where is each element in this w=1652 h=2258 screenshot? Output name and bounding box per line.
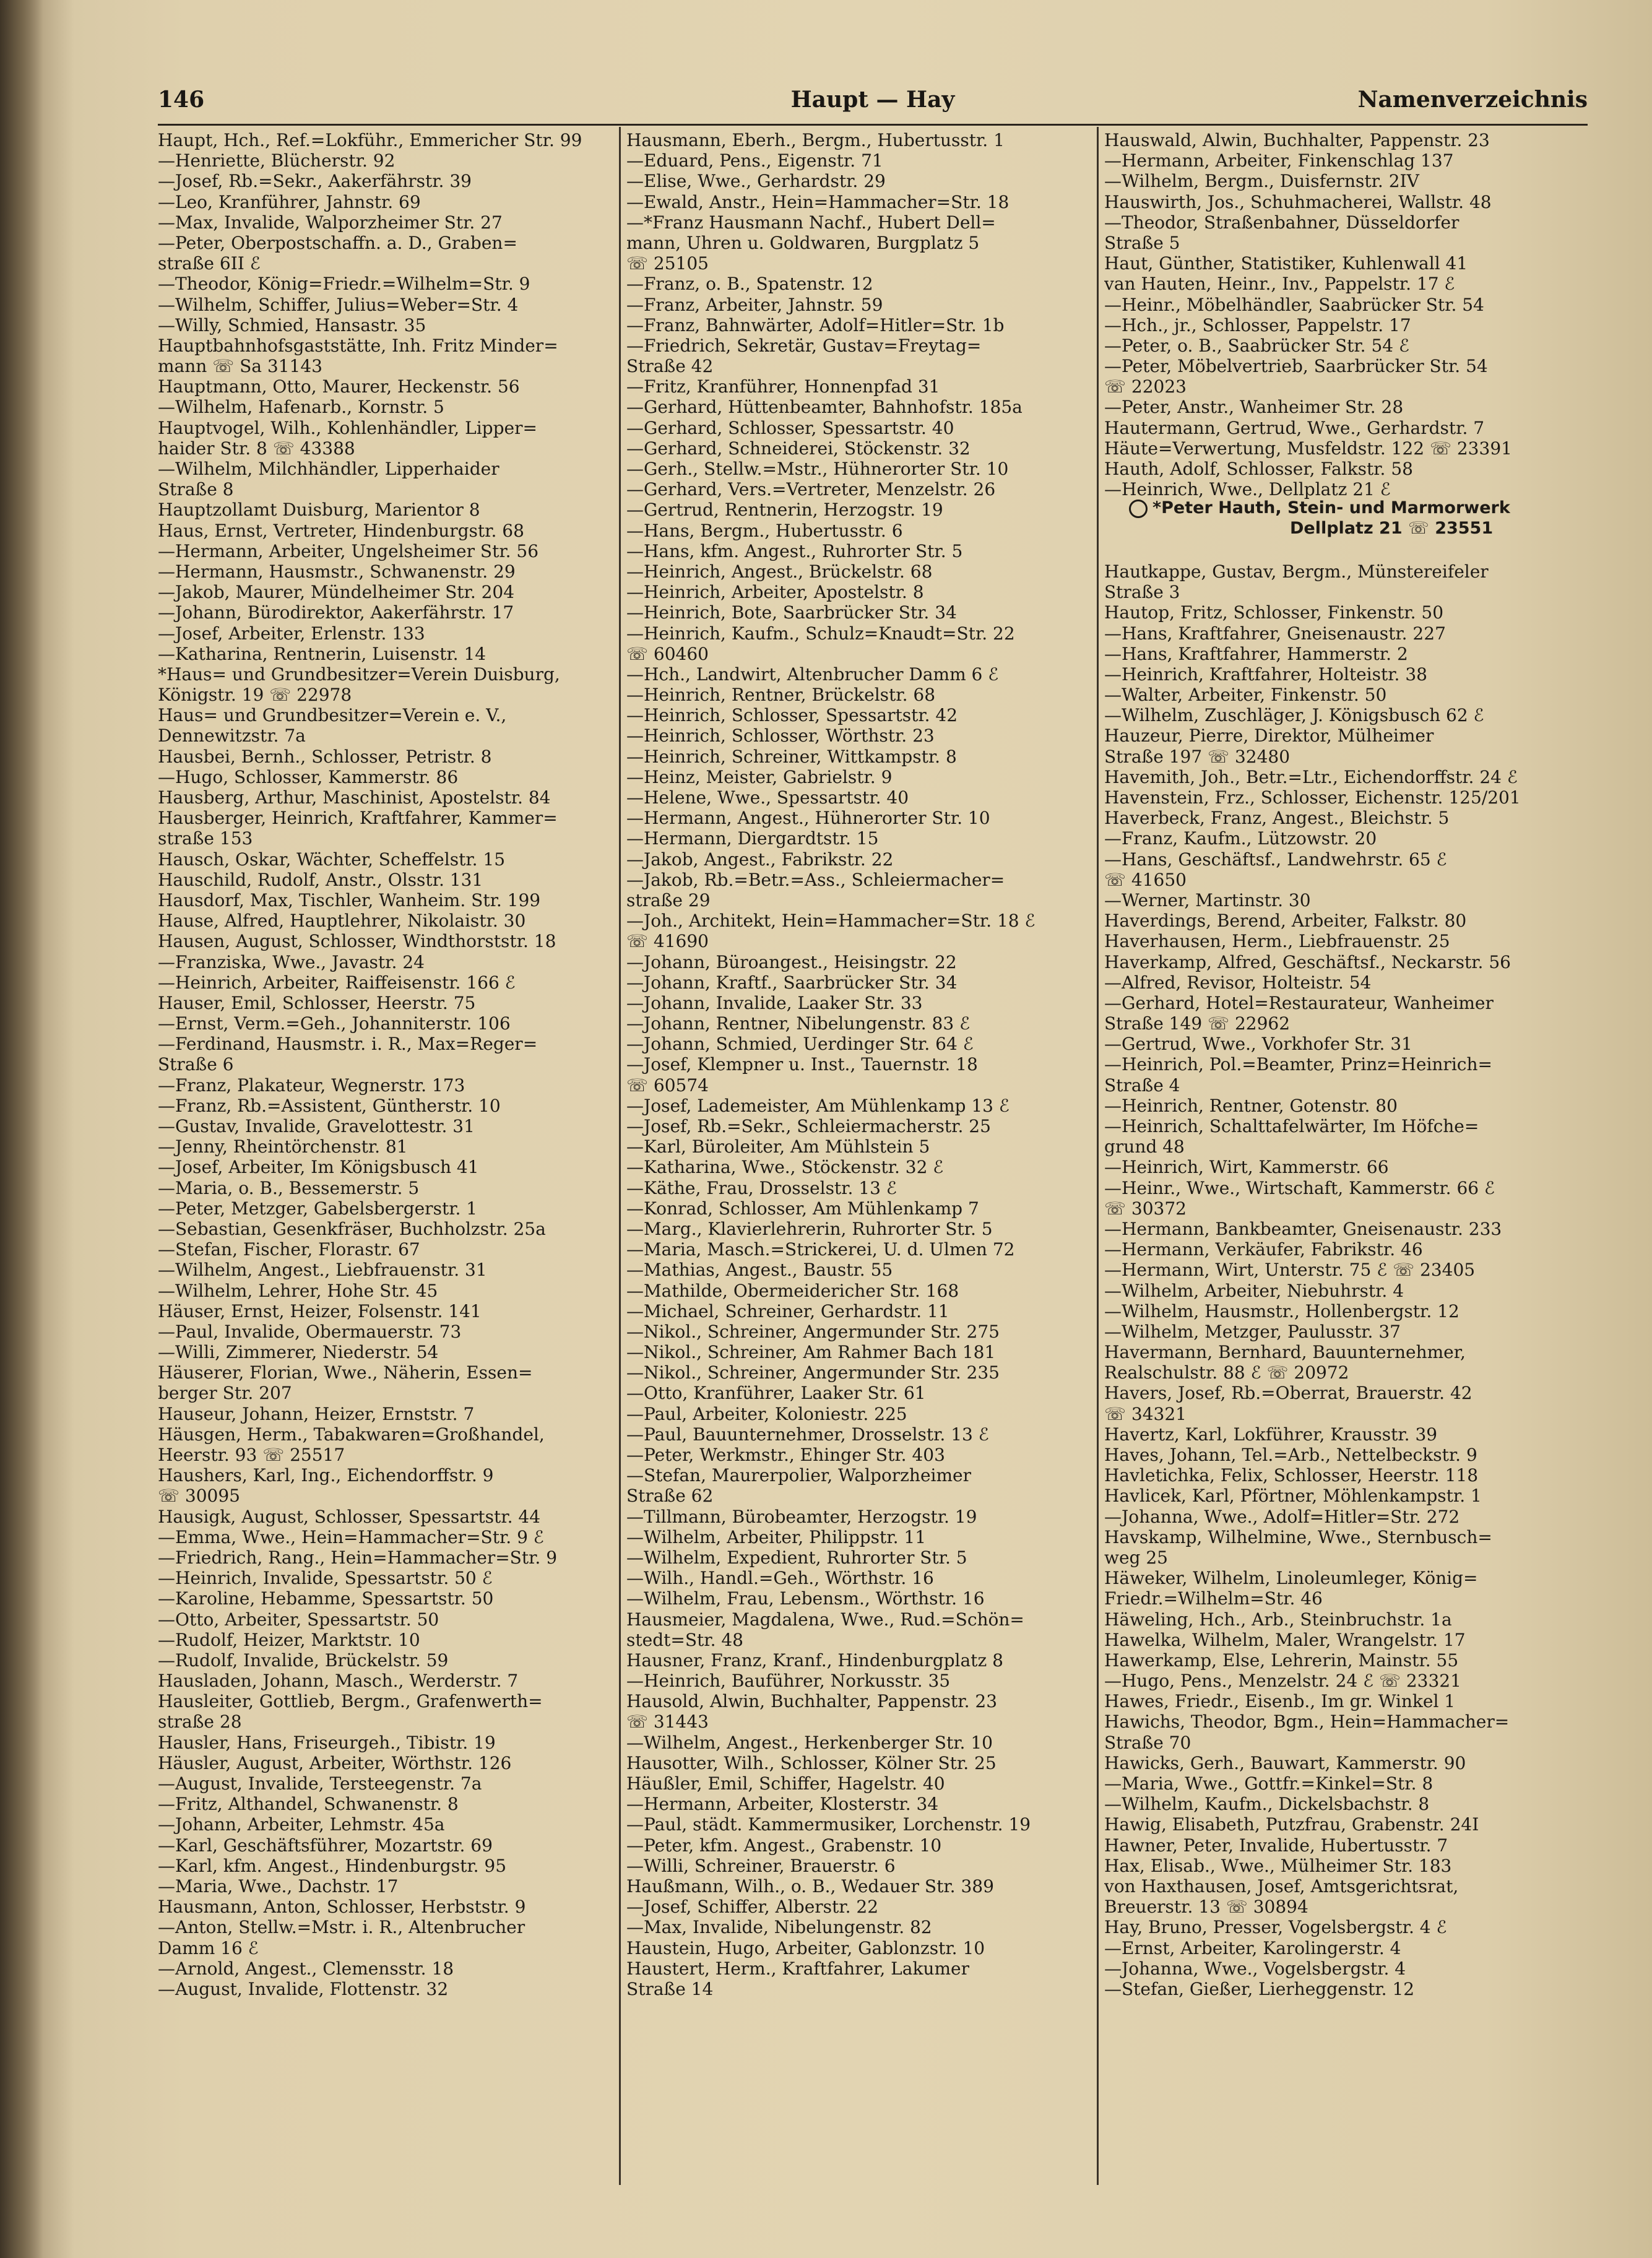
ad-line-2: Dellplatz 21 ☏ 23551 — [1290, 519, 1494, 539]
directory-entry-line: Hauseur, Johann, Heizer, Ernststr. 7 — [158, 1403, 475, 1424]
directory-entry-line: —Elise, Wwe., Gerhardstr. 29 — [626, 171, 886, 192]
directory-entry-line: —Mathias, Angest., Baustr. 55 — [626, 1260, 893, 1281]
directory-entry-line: —Hermann, Verkäufer, Fabrikstr. 46 — [1104, 1239, 1423, 1260]
directory-entry-line: Hausold, Alwin, Buchhalter, Pappenstr. 23 — [626, 1691, 998, 1712]
directory-entry-line: straße 29 — [626, 889, 711, 911]
directory-entry-line: —Hermann, Hausmstr., Schwanenstr. 29 — [158, 561, 516, 582]
directory-entry-line: Haus= und Grundbesitzer=Verein e. V., — [158, 705, 507, 726]
directory-entry-line: ☏ 25105 — [626, 253, 709, 274]
directory-entry-line: —Hans, Bergm., Hubertusstr. 6 — [626, 520, 903, 541]
directory-entry-line: —Johann, Schmied, Uerdinger Str. 64 ℰ — [626, 1034, 974, 1055]
directory-entry-line: Hausler, Hans, Friseurgeh., Tibistr. 19 — [158, 1732, 496, 1753]
directory-entry-line: Hauser, Emil, Schlosser, Heerstr. 75 — [158, 992, 476, 1013]
directory-entry-line: —Wilhelm, Kaufm., Dickelsbachstr. 8 — [1104, 1794, 1430, 1815]
directory-entry-line: Straße 5 — [1104, 232, 1180, 253]
directory-entry-line: —Josef, Klempner u. Inst., Tauernstr. 18 — [626, 1054, 978, 1075]
directory-entry-line: —Willy, Schmied, Hansastr. 35 — [158, 314, 426, 335]
directory-entry-line: —Rudolf, Invalide, Brückelstr. 59 — [158, 1650, 449, 1671]
directory-entry-line: —Rudolf, Heizer, Marktstr. 10 — [158, 1629, 420, 1650]
directory-entry-line: —Heinrich, Bote, Saarbrücker Str. 34 — [626, 602, 957, 623]
directory-entry-line: —Jenny, Rheintörchenstr. 81 — [158, 1136, 408, 1157]
directory-entry-line: —Gustav, Invalide, Gravelottestr. 31 — [158, 1116, 475, 1136]
directory-column-1 — [158, 130, 619, 2185]
directory-entry-line: Haushers, Karl, Ing., Eichendorffstr. 9 — [158, 1465, 494, 1486]
directory-entry-line: weg 25 — [1104, 1547, 1168, 1568]
directory-entry-line: —Stefan, Fischer, Florastr. 67 — [158, 1239, 420, 1260]
directory-entry-line: —Walter, Arbeiter, Finkenstr. 50 — [1104, 685, 1387, 706]
directory-entry-line: Realschulstr. 88 ℰ ☏ 20972 — [1104, 1362, 1349, 1383]
directory-entry-line: Hausdorf, Max, Tischler, Wanheim. Str. 199 — [158, 889, 541, 911]
directory-entry-line: —Peter, Möbelvertrieb, Saarbrücker Str. 54 — [1104, 356, 1488, 377]
directory-entry-line: —Katharina, Wwe., Stöckenstr. 32 ℰ — [626, 1157, 944, 1178]
directory-entry-line: —Peter, kfm. Angest., Grabenstr. 10 — [626, 1835, 942, 1856]
directory-entry-line: —Nikol., Schreiner, Angermunder Str. 235 — [626, 1362, 1000, 1383]
directory-entry-line: Havenstein, Frz., Schlosser, Eichenstr. 125/201 — [1104, 787, 1521, 808]
directory-entry-line: —Katharina, Rentnerin, Luisenstr. 14 — [158, 643, 487, 664]
column-divider — [1097, 127, 1099, 2185]
directory-entry-line: Hax, Elisab., Wwe., Mülheimer Str. 183 — [1104, 1855, 1452, 1876]
directory-entry-line: —Franz, Rb.=Assistent, Güntherstr. 10 — [158, 1095, 501, 1116]
directory-entry-line: Haustert, Herm., Kraftfahrer, Lakumer — [626, 1958, 969, 1979]
directory-entry-line: —Gertrud, Wwe., Vorkhofer Str. 31 — [1104, 1034, 1412, 1055]
directory-entry-line: —Hermann, Arbeiter, Finkenschlag 137 — [1104, 150, 1454, 171]
directory-entry-line: Hausberger, Heinrich, Kraftfahrer, Kammer= — [158, 808, 558, 829]
directory-entry-line: —Gerhard, Vers.=Vertreter, Menzelstr. 26 — [626, 479, 996, 500]
directory-entry-line: straße 153 — [158, 828, 253, 849]
directory-entry-line: —Peter, Oberpostschaffn. a. D., Graben= — [158, 232, 517, 253]
directory-entry-line: —Wilhelm, Metzger, Paulusstr. 37 — [1104, 1321, 1401, 1342]
directory-entry-line: —Heinrich, Pol.=Beamter, Prinz=Heinrich= — [1104, 1054, 1492, 1075]
directory-entry-line: Hausleiter, Gottlieb, Bergm., Grafenwerth= — [158, 1691, 543, 1712]
directory-entry-line: Haut, Günther, Statistiker, Kuhlenwall 41 — [1104, 253, 1468, 274]
directory-entry-line: straße 28 — [158, 1711, 242, 1732]
directory-entry-line: mann ☏ Sa 31143 — [158, 356, 322, 377]
directory-entry-line: —Stefan, Gießer, Lierheggenstr. 12 — [1104, 1978, 1415, 1999]
directory-entry-line: Hausbei, Bernh., Schlosser, Petristr. 8 — [158, 746, 492, 767]
directory-entry-line: Straße 8 — [158, 479, 234, 500]
directory-entry-line: —Karl, kfm. Angest., Hindenburgstr. 95 — [158, 1855, 507, 1876]
directory-entry-line: Königstr. 19 ☏ 22978 — [158, 685, 352, 706]
directory-entry-line: —Willi, Zimmerer, Niederstr. 54 — [158, 1342, 439, 1363]
directory-entry-line: Havemith, Joh., Betr.=Ltr., Eichendorffstr. 24 ℰ — [1104, 766, 1518, 787]
directory-entry-line: Hautop, Fritz, Schlosser, Finkenstr. 50 — [1104, 602, 1444, 623]
directory-entry-line: —Heinr., Wwe., Wirtschaft, Kammerstr. 66 ℰ — [1104, 1177, 1495, 1198]
directory-entry-line: —Franziska, Wwe., Javastr. 24 — [158, 951, 425, 972]
column-divider — [619, 127, 621, 2185]
directory-entry-line: berger Str. 207 — [158, 1383, 292, 1404]
advertisement — [1104, 498, 1588, 547]
directory-entry-line: —Hermann, Diergardtstr. 15 — [626, 828, 879, 849]
directory-entry-line: —Käthe, Frau, Drosselstr. 13 ℰ — [626, 1177, 897, 1198]
directory-entry-line: —Wilhelm, Expedient, Ruhrorter Str. 5 — [626, 1547, 967, 1568]
directory-entry-line: —Paul, städt. Kammermusiker, Lorchenstr. 19 — [626, 1814, 1031, 1835]
directory-entry-line: ☏ 30095 — [158, 1486, 240, 1507]
directory-entry-line: ☏ 34321 — [1104, 1403, 1187, 1424]
directory-entry-line: —Ernst, Arbeiter, Karolingerstr. 4 — [1104, 1937, 1401, 1958]
directory-entry-line: Hauzeur, Pierre, Direktor, Mülheimer — [1104, 725, 1434, 746]
directory-entry-line: —Gerhard, Hotel=Restaurateur, Wanheimer — [1104, 992, 1494, 1013]
directory-entry-line: —Nikol., Schreiner, Angermunder Str. 275 — [626, 1321, 1000, 1342]
directory-entry-line: Hawerkamp, Else, Lehrerin, Mainstr. 55 — [1104, 1650, 1459, 1671]
directory-entry-line: —Heinz, Meister, Gabrielstr. 9 — [626, 766, 893, 787]
directory-entry-line: mann, Uhren u. Goldwaren, Burgplatz 5 — [626, 232, 980, 253]
directory-entry-line: Hausch, Oskar, Wächter, Scheffelstr. 15 — [158, 849, 506, 870]
directory-entry-line: —Alfred, Revisor, Holteistr. 54 — [1104, 972, 1372, 993]
directory-entry-line: —Hermann, Bankbeamter, Gneisenaustr. 233 — [1104, 1218, 1502, 1239]
directory-entry-line: von Haxthausen, Josef, Amtsgerichtsrat, — [1104, 1875, 1459, 1897]
directory-entry-line: —Hermann, Arbeiter, Ungelsheimer Str. 56 — [158, 540, 539, 561]
directory-entry-line: Hawichs, Theodor, Bgm., Hein=Hammacher= — [1104, 1711, 1510, 1732]
directory-entry-line: Havskamp, Wilhelmine, Wwe., Sternbusch= — [1104, 1526, 1492, 1547]
directory-entry-line: —Heinrich, Angest., Brückelstr. 68 — [626, 561, 933, 582]
directory-entry-line: —Franz, Kaufm., Lützowstr. 20 — [1104, 828, 1377, 849]
directory-entry-line: Hauptzollamt Duisburg, Marientor 8 — [158, 500, 480, 521]
directory-entry-line: Häuserer, Florian, Wwe., Näherin, Essen= — [158, 1362, 533, 1383]
ad-line-1: *Peter Hauth, Stein- und Marmorwerk — [1153, 498, 1510, 517]
directory-entry-line: —Josef, Lademeister, Am Mühlenkamp 13 ℰ — [626, 1095, 1010, 1116]
directory-entry-line: —Wilhelm, Angest., Liebfrauenstr. 31 — [158, 1260, 487, 1281]
directory-entry-line: Hause, Alfred, Hauptlehrer, Nikolaistr. 30 — [158, 911, 526, 932]
directory-entry-line: —Josef, Rb.=Sekr., Schleiermacherstr. 25 — [626, 1116, 991, 1136]
directory-entry-line: Hausmann, Eberh., Bergm., Hubertusstr. 1 — [626, 130, 1005, 150]
directory-entry-line: Hausotter, Wilh., Schlosser, Kölner Str. 25 — [626, 1752, 997, 1773]
directory-entry-line: —Heinrich, Bauführer, Norkusstr. 35 — [626, 1671, 951, 1692]
directory-entry-line: —Wilh., Handl.=Geh., Wörthstr. 16 — [626, 1568, 934, 1589]
directory-entry-line: Hawicks, Gerh., Bauwart, Kammerstr. 90 — [1104, 1752, 1466, 1773]
directory-entry-line: ☏ 60574 — [626, 1075, 709, 1096]
directory-entry-line: —Jakob, Rb.=Betr.=Ass., Schleiermacher= — [626, 869, 1005, 890]
directory-entry-line: Hausmann, Anton, Schlosser, Herbststr. 9 — [158, 1897, 526, 1918]
directory-entry-line: —Peter, o. B., Saabrücker Str. 54 ℰ — [1104, 335, 1409, 356]
directory-entry-line: Hawner, Peter, Invalide, Hubertusstr. 7 — [1104, 1835, 1448, 1856]
directory-entry-line: Hausberg, Arthur, Maschinist, Apostelstr. 84 — [158, 787, 551, 808]
directory-entry-line: —Paul, Invalide, Obermauerstr. 73 — [158, 1321, 462, 1342]
section-title: Namenverzeichnis — [1357, 87, 1588, 113]
directory-entry-line: —Heinrich, Wirt, Kammerstr. 66 — [1104, 1157, 1389, 1178]
directory-entry-line: Hauptbahnhofsgaststätte, Inh. Fritz Minder= — [158, 335, 558, 356]
directory-entry-line: Häweker, Wilhelm, Linoleumleger, König= — [1104, 1568, 1478, 1589]
directory-entry-line: —Wilhelm, Arbeiter, Niebuhrstr. 4 — [1104, 1280, 1404, 1301]
directory-entry-line: —Johann, Arbeiter, Lehmstr. 45a — [158, 1814, 445, 1835]
directory-entry-line: Häute=Verwertung, Musfeldstr. 122 ☏ 23391 — [1104, 438, 1512, 459]
directory-entry-line: —Heinrich, Schlosser, Spessartstr. 42 — [626, 705, 958, 726]
directory-entry-line: Hautkappe, Gustav, Bergm., Münstereifeler — [1104, 561, 1489, 582]
directory-entry-line: —Hans, kfm. Angest., Ruhrorter Str. 5 — [626, 540, 963, 561]
directory-entry-line: Hauswald, Alwin, Buchhalter, Pappenstr. 23 — [1104, 130, 1490, 150]
directory-entry-line: Dennewitzstr. 7a — [158, 725, 306, 746]
directory-entry-line: ☏ 31443 — [626, 1711, 709, 1732]
directory-entry-line: —Otto, Arbeiter, Spessartstr. 50 — [158, 1609, 439, 1630]
directory-entry-line: Hausner, Franz, Kranf., Hindenburgplatz 8 — [626, 1650, 1003, 1671]
directory-entry-line: —Wilhelm, Zuschläger, J. Königsbusch 62 ℰ — [1104, 705, 1484, 726]
directory-entry-line: ☏ 41690 — [626, 931, 709, 952]
directory-entry-line: haider Str. 8 ☏ 43388 — [158, 438, 355, 459]
directory-entry-line: —Paul, Arbeiter, Koloniestr. 225 — [626, 1403, 907, 1424]
directory-entry-line: grund 48 — [1104, 1136, 1185, 1157]
directory-entry-line: —Karl, Büroleiter, Am Mühlstein 5 — [626, 1136, 930, 1157]
directory-entry-line: Hausmeier, Magdalena, Wwe., Rud.=Schön= — [626, 1609, 1024, 1630]
directory-entry-line: —Wilhelm, Angest., Herkenberger Str. 10 — [626, 1732, 993, 1753]
directory-entry-line: Havlicek, Karl, Pförtner, Möhlenkampstr. 1 — [1104, 1486, 1482, 1507]
directory-entry-line: —August, Invalide, Flottenstr. 32 — [158, 1978, 449, 1999]
directory-entry-line: —Friedrich, Rang., Hein=Hammacher=Str. 9 — [158, 1547, 558, 1568]
directory-entry-line: ☏ 41650 — [1104, 869, 1187, 890]
directory-entry-line: —Franz, Bahnwärter, Adolf=Hitler=Str. 1b — [626, 314, 1005, 335]
directory-entry-line: —Heinrich, Schalttafelwärter, Im Höfche= — [1104, 1116, 1479, 1136]
directory-entry-line: —Karoline, Hebamme, Spessartstr. 50 — [158, 1588, 494, 1609]
directory-entry-line: —Maria, Masch.=Strickerei, U. d. Ulmen 72 — [626, 1239, 1015, 1260]
directory-entry-line: —*Franz Hausmann Nachf., Hubert Dell= — [626, 212, 996, 233]
directory-entry-line: —Fritz, Althandel, Schwanenstr. 8 — [158, 1794, 459, 1815]
directory-entry-line: —Josef, Arbeiter, Im Königsbusch 41 — [158, 1157, 479, 1178]
directory-entry-line: Hausigk, August, Schlosser, Spessartstr. 44 — [158, 1506, 541, 1527]
directory-entry-line: —Hermann, Angest., Hühnerorter Str. 10 — [626, 808, 990, 829]
directory-entry-line: —Friedrich, Sekretär, Gustav=Freytag= — [626, 335, 982, 356]
directory-entry-line: —Marg., Klavierlehrerin, Ruhrorter Str. 5 — [626, 1218, 993, 1239]
directory-entry-line: Straße 4 — [1104, 1075, 1180, 1096]
directory-entry-line: ☏ 22023 — [1104, 376, 1187, 397]
directory-entry-line: *Haus= und Grundbesitzer=Verein Duisburg, — [158, 664, 560, 685]
directory-entry-line: —Heinrich, Invalide, Spessartstr. 50 ℰ — [158, 1568, 493, 1589]
directory-entry-line: Häweling, Hch., Arb., Steinbruchstr. 1a — [1104, 1609, 1452, 1630]
directory-entry-line: Straße 14 — [626, 1978, 714, 1999]
directory-entry-line: —Helene, Wwe., Spessartstr. 40 — [626, 787, 909, 808]
directory-entry-line: Hauswirth, Jos., Schuhmacherei, Wallstr. 48 — [1104, 191, 1492, 212]
directory-entry-line: —Josef, Schiffer, Alberstr. 22 — [626, 1897, 879, 1918]
directory-entry-line: —Max, Invalide, Walporzheimer Str. 27 — [158, 212, 503, 233]
directory-entry-line: —Wilhelm, Hausmstr., Hollenbergstr. 12 — [1104, 1300, 1460, 1321]
directory-entry-line: —Joh., Architekt, Hein=Hammacher=Str. 18 ℰ — [626, 911, 1036, 932]
directory-entry-line: —Stefan, Maurerpolier, Walporzheimer — [626, 1465, 971, 1486]
page-number: 146 — [158, 87, 205, 113]
directory-entry-line: Hauschild, Rudolf, Anstr., Olsstr. 131 — [158, 869, 483, 890]
directory-entry-line: —Wilhelm, Milchhändler, Lipperhaider — [158, 459, 499, 479]
directory-entry-line: —Wilhelm, Arbeiter, Philippstr. 11 — [626, 1526, 927, 1547]
directory-entry-line: —Franz, Arbeiter, Jahnstr. 59 — [626, 294, 883, 315]
directory-entry-line: Haves, Johann, Tel.=Arb., Nettelbeckstr. 9 — [1104, 1445, 1477, 1465]
directory-column-2 — [626, 130, 1088, 2185]
directory-entry-line: —Eduard, Pens., Eigenstr. 71 — [626, 150, 883, 171]
directory-entry-line: —Josef, Rb.=Sekr., Aakerfährstr. 39 — [158, 171, 472, 192]
directory-entry-line: Häußler, Emil, Schiffer, Hagelstr. 40 — [626, 1773, 945, 1794]
directory-entry-line: —Karl, Geschäftsführer, Mozartstr. 69 — [158, 1835, 493, 1856]
directory-entry-line: —Heinrich, Rentner, Gotenstr. 80 — [1104, 1095, 1398, 1116]
directory-entry-line: —Heinrich, Schreiner, Wittkampstr. 8 — [626, 746, 957, 767]
directory-entry-line: Haupt, Hch., Ref.=Lokführ., Emmericher Str. 99 — [158, 130, 582, 150]
book-spine-shadow — [0, 0, 43, 2258]
directory-entry-line: Häusgen, Herm., Tabakwaren=Großhandel, — [158, 1424, 545, 1445]
directory-entry-line: Hay, Bruno, Presser, Vogelsbergstr. 4 ℰ — [1104, 1917, 1447, 1938]
header-rule — [158, 124, 1588, 126]
directory-entry-line: ☏ 30372 — [1104, 1198, 1187, 1219]
directory-entry-line: ☏ 60460 — [626, 643, 709, 664]
directory-entry-line: —Heinrich, Kaufm., Schulz=Knaudt=Str. 22 — [626, 623, 1015, 644]
directory-entry-line: —Sebastian, Gesenkfräser, Buchholzstr. 25a — [158, 1218, 546, 1239]
directory-entry-line: —Johann, Invalide, Laaker Str. 33 — [626, 992, 923, 1013]
directory-entry-line: —Heinrich, Arbeiter, Apostelstr. 8 — [626, 582, 924, 603]
directory-entry-line: —Tillmann, Bürobeamter, Herzogstr. 19 — [626, 1506, 977, 1527]
directory-entry-line: —Otto, Kranführer, Laaker Str. 61 — [626, 1383, 926, 1404]
directory-entry-line: —Anton, Stellw.=Mstr. i. R., Altenbrucher — [158, 1917, 525, 1938]
directory-entry-line: —Theodor, Straßenbahner, Düsseldorfer — [1104, 212, 1460, 233]
directory-entry-line: Hauptmann, Otto, Maurer, Heckenstr. 56 — [158, 376, 520, 397]
directory-entry-line: —Hans, Geschäftsf., Landwehrstr. 65 ℰ — [1104, 849, 1447, 870]
directory-entry-line: —Johann, Rentner, Nibelungenstr. 83 ℰ — [626, 1013, 971, 1034]
directory-entry-line: —Hch., jr., Schlosser, Pappelstr. 17 — [1104, 314, 1411, 335]
directory-entry-line: —Arnold, Angest., Clemensstr. 18 — [158, 1958, 454, 1979]
directory-entry-line: Straße 42 — [626, 356, 714, 377]
directory-entry-line: —Gerhard, Schneiderei, Stöckenstr. 32 — [626, 438, 971, 459]
directory-entry-line: —Hermann, Wirt, Unterstr. 75 ℰ ☏ 23405 — [1104, 1260, 1476, 1281]
directory-entry-line: —Franz, Plakateur, Wegnerstr. 173 — [158, 1075, 465, 1096]
directory-entry-line: —Maria, Wwe., Gottfr.=Kinkel=Str. 8 — [1104, 1773, 1434, 1794]
directory-entry-line: —Johanna, Wwe., Adolf=Hitler=Str. 272 — [1104, 1506, 1460, 1527]
directory-entry-line: Breuerstr. 13 ☏ 30894 — [1104, 1897, 1308, 1918]
directory-entry-line: —Franz, o. B., Spatenstr. 12 — [626, 274, 873, 295]
directory-entry-line: —Peter, Metzger, Gabelsbergerstr. 1 — [158, 1198, 478, 1219]
directory-entry-line: Haus, Ernst, Vertreter, Hindenburgstr. 68 — [158, 520, 524, 541]
directory-entry-line: —Nikol., Schreiner, Am Rahmer Bach 181 — [626, 1342, 996, 1363]
directory-entry-line: —Heinrich, Kraftfahrer, Holteistr. 38 — [1104, 664, 1427, 685]
directory-entry-line: —Werner, Martinstr. 30 — [1104, 889, 1311, 911]
directory-entry-line: —Peter, Anstr., Wanheimer Str. 28 — [1104, 397, 1404, 418]
directory-entry-line: —Leo, Kranführer, Jahnstr. 69 — [158, 191, 421, 212]
running-head: Haupt — Hay — [790, 87, 955, 113]
directory-entry-line: Haverkamp, Alfred, Geschäftsf., Neckarstr. 56 — [1104, 951, 1511, 972]
directory-entry-line: —August, Invalide, Tersteegenstr. 7a — [158, 1773, 482, 1794]
directory-entry-line: —Hermann, Arbeiter, Klosterstr. 34 — [626, 1794, 939, 1815]
directory-entry-line: —Josef, Arbeiter, Erlenstr. 133 — [158, 623, 425, 644]
directory-entry-line: —Wilhelm, Schiffer, Julius=Weber=Str. 4 — [158, 294, 519, 315]
directory-entry-line: —Mathilde, Obermeidericher Str. 168 — [626, 1280, 959, 1301]
directory-entry-line: —Hugo, Pens., Menzelstr. 24 ℰ ☏ 23321 — [1104, 1671, 1461, 1692]
directory-entry-line: —Ewald, Anstr., Hein=Hammacher=Str. 18 — [626, 191, 1010, 212]
directory-entry-line: —Ernst, Verm.=Geh., Johanniterstr. 106 — [158, 1013, 511, 1034]
directory-entry-line: —Wilhelm, Lehrer, Hohe Str. 45 — [158, 1280, 438, 1301]
directory-entry-line: —Johann, Kraftf., Saarbrücker Str. 34 — [626, 972, 958, 993]
directory-entry-line: Havletichka, Felix, Schlosser, Heerstr. 118 — [1104, 1465, 1479, 1486]
directory-entry-line: —Maria, Wwe., Dachstr. 17 — [158, 1875, 399, 1897]
directory-entry-line: Heerstr. 93 ☏ 25517 — [158, 1445, 345, 1465]
directory-entry-line: —Maria, o. B., Bessemerstr. 5 — [158, 1177, 420, 1198]
directory-entry-line: —Emma, Wwe., Hein=Hammacher=Str. 9 ℰ — [158, 1526, 544, 1547]
directory-entry-line: —Paul, Bauunternehmer, Drosselstr. 13 ℰ — [626, 1424, 989, 1445]
directory-entry-line: stedt=Str. 48 — [626, 1629, 743, 1650]
directory-entry-line: Haverdings, Berend, Arbeiter, Falkstr. 80 — [1104, 911, 1467, 932]
directory-entry-line: —Jakob, Angest., Fabrikstr. 22 — [626, 849, 894, 870]
directory-entry-line: Straße 3 — [1104, 582, 1180, 603]
page-header — [158, 87, 1588, 124]
directory-entry-line: straße 6II ℰ — [158, 253, 261, 274]
directory-entry-line: Hausladen, Johann, Masch., Werderstr. 7 — [158, 1671, 519, 1692]
directory-entry-line: —Johann, Büroangest., Heisingstr. 22 — [626, 951, 957, 972]
directory-entry-line: Haverbeck, Franz, Angest., Bleichstr. 5 — [1104, 808, 1450, 829]
directory-entry-line: —Hugo, Schlosser, Kammerstr. 86 — [158, 766, 459, 787]
directory-entry-line: —Max, Invalide, Nibelungenstr. 82 — [626, 1917, 932, 1938]
directory-entry-line: Straße 6 — [158, 1054, 234, 1075]
directory-entry-line: —Gerhard, Schlosser, Spessartstr. 40 — [626, 417, 954, 438]
seal-icon — [1129, 500, 1148, 518]
directory-entry-line: —Jakob, Maurer, Mündelheimer Str. 204 — [158, 582, 515, 603]
directory-entry-line: —Heinr., Möbelhändler, Saabrücker Str. 54 — [1104, 294, 1484, 315]
directory-entry-line: Häusler, August, Arbeiter, Wörthstr. 126 — [158, 1752, 512, 1773]
directory-entry-line: Hawelka, Wilhelm, Maler, Wrangelstr. 17 — [1104, 1629, 1466, 1650]
directory-entry-line: —Gertrud, Rentnerin, Herzogstr. 19 — [626, 500, 943, 521]
directory-entry-line: Havers, Josef, Rb.=Oberrat, Brauerstr. 42 — [1104, 1383, 1473, 1404]
directory-entry-line: Friedr.=Wilhelm=Str. 46 — [1104, 1588, 1323, 1609]
directory-entry-line: Hauth, Adolf, Schlosser, Falkstr. 58 — [1104, 459, 1413, 479]
directory-entry-line: —Heinrich, Schlosser, Wörthstr. 23 — [626, 725, 935, 746]
directory-entry-line: —Konrad, Schlosser, Am Mühlenkamp 7 — [626, 1198, 979, 1219]
directory-entry-line: —Wilhelm, Hafenarb., Kornstr. 5 — [158, 397, 444, 418]
directory-entry-line: —Fritz, Kranführer, Honnenpfad 31 — [626, 376, 940, 397]
directory-entry-line: Straße 149 ☏ 22962 — [1104, 1013, 1291, 1034]
directory-entry-line: Damm 16 ℰ — [158, 1937, 259, 1958]
directory-entry-line: Hauptvogel, Wilh., Kohlenhändler, Lipper= — [158, 417, 537, 438]
directory-entry-line: Hawes, Friedr., Eisenb., Im gr. Winkel 1 — [1104, 1691, 1456, 1712]
directory-entry-line: —Wilhelm, Bergm., Duisfernstr. 2IV — [1104, 171, 1419, 192]
directory-entry-line: Straße 197 ☏ 32480 — [1104, 746, 1291, 767]
directory-entry-line: —Johann, Bürodirektor, Aakerfährstr. 17 — [158, 602, 514, 623]
directory-entry-line: —Theodor, König=Friedr.=Wilhelm=Str. 9 — [158, 274, 530, 295]
directory-entry-line: —Gerhard, Hüttenbeamter, Bahnhofstr. 185a — [626, 397, 1023, 418]
directory-entry-line: —Heinrich, Wwe., Dellplatz 21 ℰ — [1104, 479, 1391, 500]
directory-entry-line: —Heinrich, Rentner, Brückelstr. 68 — [626, 685, 936, 706]
directory-entry-line: Hautermann, Gertrud, Wwe., Gerhardstr. 7 — [1104, 417, 1485, 438]
directory-entry-line: Haverhausen, Herm., Liebfrauenstr. 25 — [1104, 931, 1450, 952]
directory-entry-line: —Willi, Schreiner, Brauerstr. 6 — [626, 1855, 896, 1876]
directory-entry-line: —Gerh., Stellw.=Mstr., Hühnerorter Str. 10 — [626, 459, 1009, 479]
directory-entry-line: van Hauten, Heinr., Inv., Pappelstr. 17 ℰ — [1104, 274, 1455, 295]
directory-column-3 — [1104, 130, 1588, 2185]
directory-entry-line: Straße 70 — [1104, 1732, 1191, 1753]
directory-entry-line: —Johanna, Wwe., Vogelsbergstr. 4 — [1104, 1958, 1406, 1979]
directory-entry-line: Havermann, Bernhard, Bauunternehmer, — [1104, 1342, 1466, 1363]
directory-entry-line: —Hans, Kraftfahrer, Gneisenaustr. 227 — [1104, 623, 1446, 644]
directory-entry-line: —Henriette, Blücherstr. 92 — [158, 150, 396, 171]
directory-entry-line: —Peter, Werkmstr., Ehinger Str. 403 — [626, 1445, 945, 1465]
directory-entry-line: Haustein, Hugo, Arbeiter, Gablonzstr. 10 — [626, 1937, 985, 1958]
directory-entry-line: —Wilhelm, Frau, Lebensm., Wörthstr. 16 — [626, 1588, 985, 1609]
directory-entry-line: Havertz, Karl, Lokführer, Krausstr. 39 — [1104, 1424, 1438, 1445]
directory-entry-line: Straße 62 — [626, 1486, 714, 1507]
directory-entry-line: Haußmann, Wilh., o. B., Wedauer Str. 389 — [626, 1875, 994, 1897]
directory-entry-line: —Hch., Landwirt, Altenbrucher Damm 6 ℰ — [626, 664, 999, 685]
directory-entry-line: —Michael, Schreiner, Gerhardstr. 11 — [626, 1300, 949, 1321]
directory-entry-line: —Heinrich, Arbeiter, Raiffeisenstr. 166 ℰ — [158, 972, 516, 993]
directory-entry-line: —Hans, Kraftfahrer, Hammerstr. 2 — [1104, 643, 1408, 664]
directory-entry-line: —Ferdinand, Hausmstr. i. R., Max=Reger= — [158, 1034, 538, 1055]
directory-entry-line: Hausen, August, Schlosser, Windthorststr. 18 — [158, 931, 556, 952]
directory-entry-line: Häuser, Ernst, Heizer, Folsenstr. 141 — [158, 1300, 482, 1321]
directory-entry-line: Hawig, Elisabeth, Putzfrau, Grabenstr. 24I — [1104, 1814, 1479, 1835]
